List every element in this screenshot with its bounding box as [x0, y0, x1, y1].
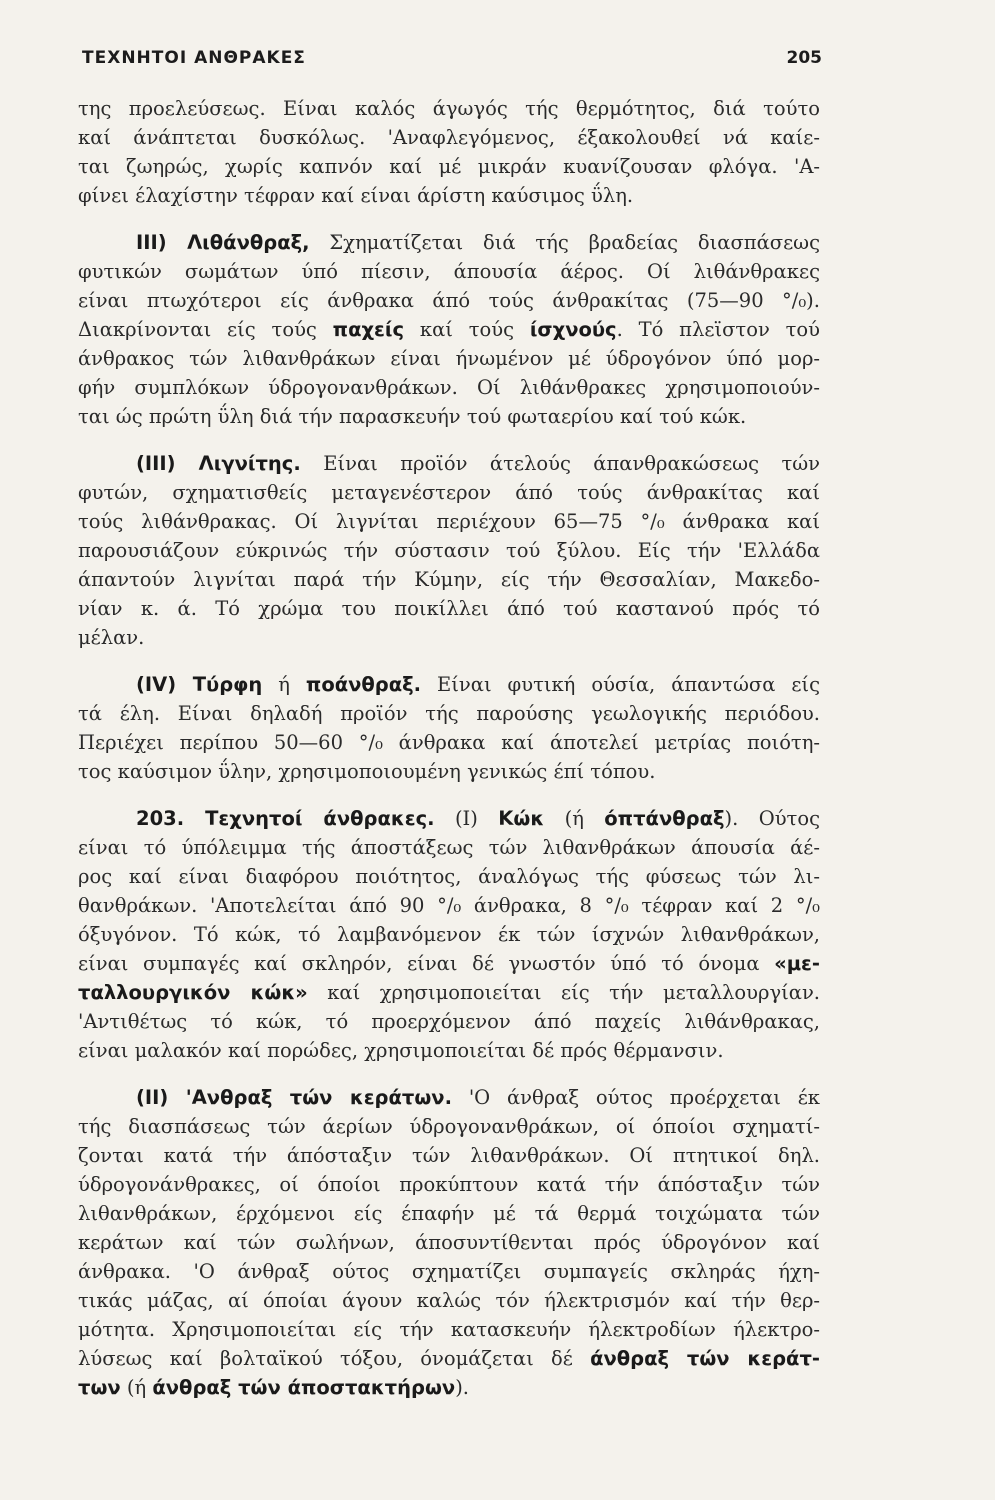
- bold-text: (IV) Τύρφη: [136, 673, 263, 696]
- text-run: (I): [434, 807, 499, 830]
- bold-text: 203. Τεχνητοί άνθρακες.: [136, 807, 435, 830]
- text-run: τά έλη. Είναι δηλαδή προϊόν τής παρούσης γεωλογικής περιόδου.: [78, 702, 820, 725]
- bold-text: «με-: [774, 952, 820, 975]
- text-run: ή: [262, 673, 306, 696]
- text-run: τικάς μάζας, αί όποίαι άγουν καλώς τόν ήλεκτρισμόν καί τήν θερ-: [78, 1289, 820, 1312]
- text-line: [78, 623, 820, 652]
- text-line: [78, 804, 820, 833]
- text-line: [78, 1007, 820, 1036]
- text-run: (ή: [120, 1376, 153, 1399]
- text-run: φυτικών σωμάτων ύπό πίεσιν, άπουσία άέρος. Οί λιθάνθρακες: [78, 260, 820, 283]
- text-run: τούς λιθάνθρακας. Οί λιγνίται περιέχουν 65—75 °/₀ άνθρακα καί: [78, 510, 820, 533]
- text-run: 'Ο άνθραξ ούτος προέρχεται έκ: [452, 1086, 820, 1109]
- text-run: τής διασπάσεως τών άερίων ύδρογονανθράκων, οί όποίοι σχηματί-: [78, 1115, 820, 1138]
- text-line: [78, 449, 820, 478]
- text-run: είναι πτωχότεροι είς άνθρακα άπό τούς άνθρακίτας (75—90 °/₀).: [78, 289, 820, 312]
- text-run: θανθράκων. 'Αποτελείται άπό 90 °/₀ άνθρακα, 8 °/₀ τέφραν καί 2 °/₀: [78, 894, 820, 917]
- text-line: [78, 670, 820, 699]
- text-run: μότητα. Χρησιμοποιείται είς τήν κατασκευήν ήλεκτροδίων ήλεκτρο-: [78, 1318, 820, 1341]
- bold-text: (II) 'Ανθραξ τών κεράτων.: [136, 1086, 452, 1109]
- text-line: [78, 920, 820, 949]
- text-run: καί χρησιμοποιείται είς τήν μεταλλουργίαν.: [307, 981, 820, 1004]
- text-run: Είναι φυτική ούσία, άπαντώσα είς: [421, 673, 820, 696]
- text-line: [78, 757, 820, 786]
- text-run: (ή: [544, 807, 605, 830]
- bold-text: ταλλουργικόν κώκ»: [78, 981, 308, 1004]
- bold-text: (III) Λιγνίτης.: [136, 452, 301, 475]
- text-run: λιθανθράκων, έρχόμενοι είς έπαφήν μέ τά θερμά τοιχώματα τών: [78, 1202, 820, 1225]
- page-header: [82, 46, 822, 72]
- text-run: φίνει έλαχίστην τέφραν καί είναι άρίστη καύσιμος ΰλη.: [78, 184, 634, 207]
- text-run: μέλαν.: [78, 626, 145, 649]
- running-title: ΤΕΧΝΗΤΟΙ ΑΝΘΡΑΚΕΣ: [82, 48, 306, 68]
- text-line: [78, 228, 820, 257]
- bold-text: όπτάνθραξ: [604, 807, 725, 830]
- text-line: [78, 1112, 820, 1141]
- text-line: [78, 1228, 820, 1257]
- text-line: [78, 402, 820, 431]
- bold-text: άνθραξ τών άποστακτήρων: [152, 1376, 456, 1399]
- paragraph: [78, 1083, 820, 1402]
- text-line: [78, 536, 820, 565]
- text-run: φυτών, σχηματισθείς μεταγενέστερον άπό τούς άνθρακίτας καί: [78, 481, 820, 504]
- text-line: [78, 565, 820, 594]
- text-run: άπαντούν λιγνίται παρά τήν Κύμην, είς τήν Θεσσαλίαν, Μακεδο-: [78, 568, 820, 591]
- text-line: [78, 594, 820, 623]
- paragraph: [78, 449, 820, 652]
- text-line: [78, 152, 820, 181]
- text-line: [78, 1344, 820, 1373]
- text-run: Διακρίνονται είς τούς: [78, 318, 333, 341]
- text-line: [78, 699, 820, 728]
- text-run: όξυγόνον. Τό κώκ, τό λαμβανόμενον έκ τών ίσχνών λιθανθράκων,: [78, 923, 820, 946]
- text-line: [78, 978, 820, 1007]
- text-run: της προελεύσεως. Είναι καλός άγωγός τής θερμότητος, διά τούτο: [78, 97, 820, 120]
- text-run: ται ώς πρώτη ΰλη διά τήν παρασκευήν τού φωταερίου καί τού κώκ.: [78, 405, 747, 428]
- paragraph-gap: [78, 1065, 820, 1083]
- paragraph-gap: [78, 786, 820, 804]
- bold-text: ίσχνούς: [529, 318, 617, 341]
- text-run: ται ζωηρώς, χωρίς καπνόν καί μέ μικράν κυανίζουσαν φλόγα. 'Α-: [78, 155, 820, 178]
- text-line: [78, 949, 820, 978]
- text-run: κεράτων καί τών σωλήνων, άποσυντίθενται πρός ύδρογόνον καί: [78, 1231, 820, 1254]
- text-line: [78, 94, 820, 123]
- text-run: ζονται κατά τήν άπόσταξιν τών λιθανθράκων. Οί πτητικοί δηλ.: [78, 1144, 820, 1167]
- text-line: [78, 1141, 820, 1170]
- paragraph: [78, 670, 820, 786]
- text-line: [78, 1170, 820, 1199]
- paragraph: [78, 804, 820, 1065]
- bold-text: παχείς: [332, 318, 405, 341]
- text-run: είναι μαλακόν καί πορώδες, χρησιμοποιείται δέ πρός θέρμανσιν.: [78, 1039, 724, 1062]
- text-line: [78, 1257, 820, 1286]
- text-line: [78, 181, 820, 210]
- text-run: 'Αντιθέτως τό κώκ, τό προερχόμενον άπό παχείς λιθάνθρακας,: [78, 1010, 820, 1033]
- text-run: Σχηματίζεται διά τής βραδείας διασπάσεως: [309, 231, 820, 254]
- text-line: [78, 891, 820, 920]
- text-run: ).: [455, 1376, 470, 1399]
- text-line: [78, 478, 820, 507]
- text-line: [78, 1199, 820, 1228]
- text-line: [78, 1286, 820, 1315]
- text-line: [78, 286, 820, 315]
- bold-text: Κώκ: [498, 807, 545, 830]
- text-line: [78, 833, 820, 862]
- bold-text: άνθραξ τών κεράτ-: [590, 1347, 820, 1370]
- text-run: ύδρογονάνθρακες, οί όποίοι προκύπτουν κατά τήν άπόσταξιν τών: [78, 1173, 820, 1196]
- text-run: καί άνάπτεται δυσκόλως. 'Αναφλεγόμενος, έξακολουθεί νά καίε-: [78, 126, 820, 149]
- body-text: [78, 94, 820, 1402]
- text-run: Περιέχει περίπου 50—60 °/₀ άνθρακα καί άποτελεί μετρίας ποιότη-: [78, 731, 820, 754]
- text-run: είναι τό ύπόλειμμα τής άποστάξεως τών λιθανθράκων άπουσία άέ-: [78, 836, 820, 859]
- paragraph: [78, 228, 820, 431]
- paragraph-gap: [78, 431, 820, 449]
- paragraph: [78, 94, 820, 210]
- text-run: είναι συμπαγές καί σκληρόν, είναι δέ γνωστόν ύπό τό όνομα: [78, 952, 775, 975]
- text-line: [78, 507, 820, 536]
- text-line: [78, 344, 820, 373]
- text-run: παρουσιάζουν εύκρινώς τήν σύστασιν τού ξύλου. Είς τήν 'Ελλάδα: [78, 539, 820, 562]
- text-line: [78, 1036, 820, 1065]
- text-run: ). Ούτος: [724, 807, 820, 830]
- text-line: [78, 1315, 820, 1344]
- text-line: [78, 1373, 820, 1402]
- text-run: λύσεως καί βολταϊκού τόξου, όνομάζεται δέ: [78, 1347, 591, 1370]
- text-line: [78, 373, 820, 402]
- paragraph-gap: [78, 652, 820, 670]
- text-line: [78, 1083, 820, 1112]
- text-run: . Τό πλεϊστον τού: [616, 318, 820, 341]
- text-line: [78, 257, 820, 286]
- text-run: Είναι προϊόν άτελούς άπανθρακώσεως τών: [300, 452, 820, 475]
- text-run: νίαν κ. ά. Τό χρώμα του ποικίλλει άπό τού καστανού πρός τό: [78, 597, 820, 620]
- bold-text: των: [78, 1376, 121, 1399]
- text-run: καί τούς: [404, 318, 530, 341]
- text-line: [78, 315, 820, 344]
- text-run: άνθρακα. 'Ο άνθραξ ούτος σχηματίζει συμπαγείς σκληράς ήχη-: [78, 1260, 820, 1283]
- text-run: άνθρακος τών λιθανθράκων είναι ήνωμένον μέ ύδρογόνον ύπό μορ-: [78, 347, 820, 370]
- text-run: ρος καί είναι διαφόρου ποιότητος, άναλόγως τής φύσεως τών λι-: [78, 865, 820, 888]
- text-run: φήν συμπλόκων ύδρογονανθράκων. Οί λιθάνθρακες χρησιμοποιούν-: [78, 376, 820, 399]
- text-line: [78, 728, 820, 757]
- text-line: [78, 123, 820, 152]
- bold-text: ποάνθραξ.: [305, 673, 422, 696]
- bold-text: III) Λιθάνθραξ,: [136, 231, 310, 254]
- text-line: [78, 862, 820, 891]
- page-number: 205: [786, 48, 822, 68]
- paragraph-gap: [78, 210, 820, 228]
- text-run: τος καύσιμον ΰλην, χρησιμοποιουμένη γενικώς έπί τόπου.: [78, 760, 656, 783]
